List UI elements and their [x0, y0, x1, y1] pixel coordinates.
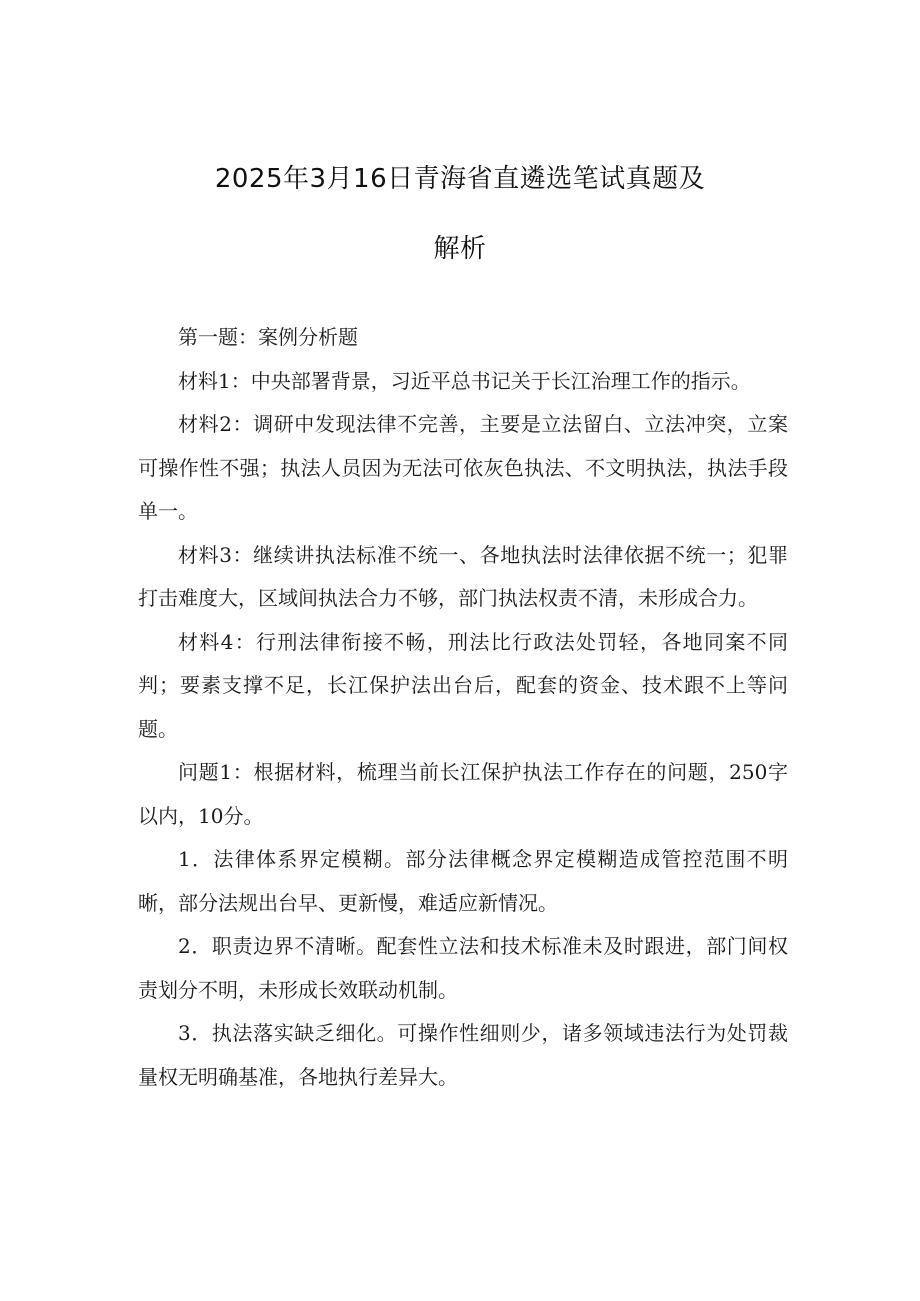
material-4-paragraph: 材料4：行刑法律衔接不畅，刑法比行政法处罚轻，各地同案不同判；要素支撑不足，长江保护法出台后，配套的资金、技术跟不上等问题。 [138, 629, 788, 741]
material-2-paragraph: 材料2：调研中发现法律不完善，主要是立法留白、立法冲突，立案可操作性不强；执法人员因为无法可依灰色执法、不文明执法，执法手段单一。 [138, 412, 788, 523]
document-body [138, 316, 788, 1099]
answer-point-2: 2．职责边界不清晰。配套性立法和技术标准未及时跟进，部门间权责划分不明，未形成长效联动机制。 [138, 934, 788, 1002]
section-heading: 第一题：案例分析题 [178, 325, 358, 349]
document-title-line-2: 解析 [433, 234, 487, 264]
material-1-paragraph: 材料1：中央部署背景，习近平总书记关于长江治理工作的指示。 [178, 368, 751, 393]
answer-point-1: 1．法律体系界定模糊。部分法律概念界定模糊造成管控范围不明晰，部分法规出台早、更新慢，难适应新情况。 [138, 847, 788, 915]
material-3-paragraph: 材料3：继续讲执法标准不统一、各地执法时法律依据不统一；犯罪打击难度大，区域间执法合力不够，部门执法权责不清，未形成合力。 [138, 542, 788, 610]
answer-point-3: 3．执法落实缺乏细化。可操作性细则少，诸多领域违法行为处罚裁量权无明确基准，各地执行差异大。 [138, 1021, 788, 1089]
document-title-line-1: 2025年3月16日青海省直遴选笔试真题及 [214, 164, 706, 194]
question-1-paragraph: 问题1：根据材料，梳理当前长江保护执法工作存在的问题，250字以内，10分。 [138, 760, 788, 828]
